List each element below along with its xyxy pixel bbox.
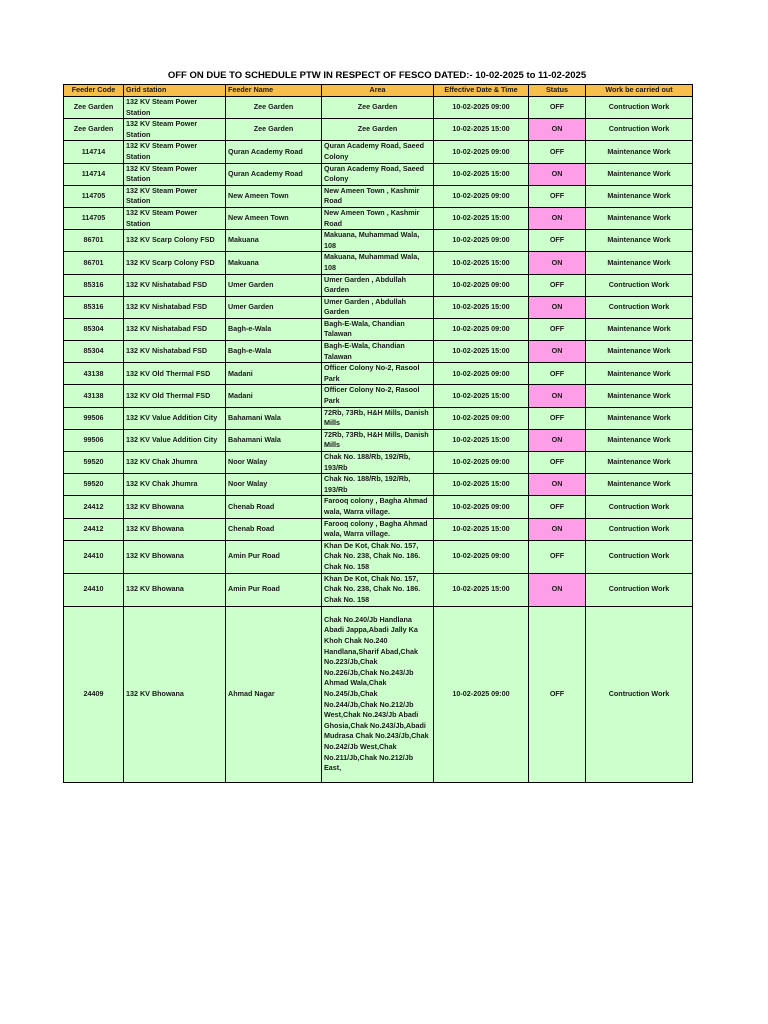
cell-feeder-name: Zee Garden — [226, 119, 322, 141]
cell-grid-station: 132 KV Bhowana — [124, 540, 226, 573]
cell-feeder-name: Amin Pur Road — [226, 540, 322, 573]
cell-status: OFF — [529, 496, 586, 518]
cell-grid-station: 132 KV Old Thermal FSD — [124, 385, 226, 407]
cell-status: ON — [529, 573, 586, 606]
cell-feeder-name: Amin Pur Road — [226, 573, 322, 606]
cell-area: 72Rb, 73Rb, H&H Mills, Danish Mills — [322, 407, 434, 429]
cell-status: OFF — [529, 141, 586, 163]
cell-feeder-name: Ahmad Nagar — [226, 606, 322, 782]
table-row — [64, 474, 693, 496]
cell-status: ON — [529, 385, 586, 407]
cell-grid-station: 132 KV Bhowana — [124, 496, 226, 518]
cell-grid-station: 132 KV Chak Jhumra — [124, 474, 226, 496]
cell-feeder-code: 114714 — [64, 163, 124, 185]
cell-effective-date-time: 10-02-2025 09:00 — [434, 230, 529, 252]
col-header-feeder-code: Feeder Code — [64, 85, 124, 97]
cell-area: Makuana, Muhammad Wala, 108 — [322, 230, 434, 252]
cell-work: Contruction Work — [586, 97, 693, 119]
cell-area: Khan De Kot, Chak No. 157, Chak No. 238, Chak No. 186. Chak No. 158 — [322, 573, 434, 606]
cell-status: OFF — [529, 318, 586, 340]
header-row — [64, 85, 693, 97]
cell-feeder-name: Madani — [226, 363, 322, 385]
cell-effective-date-time: 10-02-2025 15:00 — [434, 296, 529, 318]
cell-work: Maintenance Work — [586, 141, 693, 163]
cell-effective-date-time: 10-02-2025 15:00 — [434, 207, 529, 229]
cell-grid-station: 132 KV Nishatabad FSD — [124, 318, 226, 340]
table-row — [64, 318, 693, 340]
cell-feeder-name: New Ameen Town — [226, 207, 322, 229]
cell-status: ON — [529, 119, 586, 141]
cell-grid-station: 132 KV Nishatabad FSD — [124, 274, 226, 296]
cell-work: Maintenance Work — [586, 252, 693, 274]
cell-feeder-name: Noor Walay — [226, 474, 322, 496]
table-row — [64, 119, 693, 141]
cell-feeder-name: Bagh-e-Wala — [226, 318, 322, 340]
cell-status: OFF — [529, 185, 586, 207]
table-row — [64, 252, 693, 274]
cell-area: Chak No. 188/Rb, 192/Rb, 193/Rb — [322, 474, 434, 496]
cell-status: ON — [529, 341, 586, 363]
cell-grid-station: 132 KV Old Thermal FSD — [124, 363, 226, 385]
cell-grid-station: 132 KV Nishatabad FSD — [124, 341, 226, 363]
cell-work: Maintenance Work — [586, 363, 693, 385]
table-row — [64, 540, 693, 573]
cell-area: Chak No.240/Jb Handlana Abadi Jappa,Abadi Jally Ka Khoh Chak No.240 Handlana,Sharif Abad,Chak No.223/Jb,Chak No.226/Jb,Chak No.243/Jb Ahmad Wala,Chak No.245/Jb,Chak No.244/Jb,Chak No.212/Jb West,Chak No.243/Jb Abadi Ghosia,Chak No.243/Jb,Abadi Mudrasa Chak No.243/Jb,Chak No.242/Jb West,Chak No.211/Jb,Chak No.212/Jb East, — [322, 606, 434, 782]
cell-work: Maintenance Work — [586, 385, 693, 407]
table-row — [64, 573, 693, 606]
cell-feeder-code: 24412 — [64, 496, 124, 518]
cell-status: ON — [529, 252, 586, 274]
cell-work: Maintenance Work — [586, 163, 693, 185]
table-row — [64, 385, 693, 407]
cell-feeder-name: Quran Academy Road — [226, 141, 322, 163]
cell-work: Contruction Work — [586, 606, 693, 782]
cell-effective-date-time: 10-02-2025 15:00 — [434, 163, 529, 185]
cell-status: OFF — [529, 274, 586, 296]
cell-work: Maintenance Work — [586, 230, 693, 252]
cell-area: Chak No. 188/Rb, 192/Rb, 193/Rb — [322, 452, 434, 474]
cell-effective-date-time: 10-02-2025 09:00 — [434, 540, 529, 573]
cell-grid-station: 132 KV Chak Jhumra — [124, 452, 226, 474]
cell-status: ON — [529, 429, 586, 451]
cell-feeder-code: 24410 — [64, 573, 124, 606]
table-row — [64, 341, 693, 363]
cell-grid-station: 132 KV Bhowana — [124, 573, 226, 606]
cell-grid-station: 132 KV Steam Power Station — [124, 119, 226, 141]
cell-grid-station: 132 KV Steam Power Station — [124, 207, 226, 229]
cell-feeder-code: Zee Garden — [64, 97, 124, 119]
table-row — [64, 407, 693, 429]
col-header-feeder-name: Feeder Name — [226, 85, 322, 97]
cell-area: Umer Garden , Abdullah Garden — [322, 274, 434, 296]
cell-feeder-code: 43138 — [64, 385, 124, 407]
table-row — [64, 496, 693, 518]
cell-feeder-code: 24410 — [64, 540, 124, 573]
table-row — [64, 296, 693, 318]
cell-feeder-code: 99506 — [64, 429, 124, 451]
cell-work: Maintenance Work — [586, 407, 693, 429]
cell-effective-date-time: 10-02-2025 09:00 — [434, 318, 529, 340]
table-row — [64, 97, 693, 119]
cell-area: Quran Academy Road, Saeed Colony — [322, 163, 434, 185]
cell-area: Officer Colony No-2, Rasool Park — [322, 363, 434, 385]
cell-feeder-name: New Ameen Town — [226, 185, 322, 207]
cell-grid-station: 132 KV Value Addition City — [124, 429, 226, 451]
cell-feeder-code: 114705 — [64, 207, 124, 229]
cell-work: Contruction Work — [586, 573, 693, 606]
cell-status: OFF — [529, 606, 586, 782]
cell-grid-station: 132 KV Nishatabad FSD — [124, 296, 226, 318]
col-header-area: Area — [322, 85, 434, 97]
cell-feeder-name: Madani — [226, 385, 322, 407]
cell-area: Khan De Kot, Chak No. 157, Chak No. 238, Chak No. 186. Chak No. 158 — [322, 540, 434, 573]
cell-work: Contruction Work — [586, 496, 693, 518]
col-header-effective-date-time: Effective Date & Time — [434, 85, 529, 97]
cell-feeder-name: Bahamani Wala — [226, 429, 322, 451]
cell-grid-station: 132 KV Steam Power Station — [124, 97, 226, 119]
table-row — [64, 518, 693, 540]
cell-effective-date-time: 10-02-2025 09:00 — [434, 496, 529, 518]
cell-work: Maintenance Work — [586, 474, 693, 496]
cell-work: Contruction Work — [586, 296, 693, 318]
cell-area: New Ameen Town , Kashmir Road — [322, 207, 434, 229]
table-row — [64, 429, 693, 451]
cell-feeder-code: 85316 — [64, 274, 124, 296]
table-row — [64, 163, 693, 185]
cell-work: Contruction Work — [586, 274, 693, 296]
cell-effective-date-time: 10-02-2025 09:00 — [434, 363, 529, 385]
cell-effective-date-time: 10-02-2025 09:00 — [434, 274, 529, 296]
col-header-status: Status — [529, 85, 586, 97]
cell-grid-station: 132 KV Bhowana — [124, 606, 226, 782]
col-header-work: Work be carried out — [586, 85, 693, 97]
cell-status: OFF — [529, 363, 586, 385]
cell-feeder-code: 59520 — [64, 452, 124, 474]
cell-feeder-name: Umer Garden — [226, 274, 322, 296]
cell-grid-station: 132 KV Steam Power Station — [124, 163, 226, 185]
cell-status: ON — [529, 296, 586, 318]
cell-effective-date-time: 10-02-2025 15:00 — [434, 573, 529, 606]
cell-work: Maintenance Work — [586, 185, 693, 207]
cell-grid-station: 132 KV Scarp Colony FSD — [124, 230, 226, 252]
cell-status: OFF — [529, 407, 586, 429]
table-row — [64, 452, 693, 474]
schedule-table — [63, 84, 693, 783]
cell-status: OFF — [529, 452, 586, 474]
cell-effective-date-time: 10-02-2025 09:00 — [434, 97, 529, 119]
cell-area: Quran Academy Road, Saeed Colony — [322, 141, 434, 163]
cell-grid-station: 132 KV Steam Power Station — [124, 185, 226, 207]
cell-work: Maintenance Work — [586, 207, 693, 229]
cell-status: ON — [529, 518, 586, 540]
cell-feeder-code: 24409 — [64, 606, 124, 782]
cell-feeder-name: Chenab Road — [226, 496, 322, 518]
cell-area: Umer Garden , Abdullah Garden — [322, 296, 434, 318]
cell-area: Farooq colony , Bagha Ahmad wala, Warra village. — [322, 496, 434, 518]
cell-feeder-name: Bagh-e-Wala — [226, 341, 322, 363]
cell-status: ON — [529, 474, 586, 496]
cell-effective-date-time: 10-02-2025 09:00 — [434, 141, 529, 163]
cell-feeder-code: 85304 — [64, 341, 124, 363]
cell-effective-date-time: 10-02-2025 15:00 — [434, 385, 529, 407]
cell-feeder-code: 24412 — [64, 518, 124, 540]
cell-grid-station: 132 KV Bhowana — [124, 518, 226, 540]
cell-feeder-name: Umer Garden — [226, 296, 322, 318]
cell-status: OFF — [529, 230, 586, 252]
cell-area: Farooq colony , Bagha Ahmad wala, Warra village. — [322, 518, 434, 540]
cell-feeder-name: Chenab Road — [226, 518, 322, 540]
cell-feeder-code: 99506 — [64, 407, 124, 429]
cell-grid-station: 132 KV Value Addition City — [124, 407, 226, 429]
cell-feeder-code: 85316 — [64, 296, 124, 318]
cell-feeder-name: Noor Walay — [226, 452, 322, 474]
cell-feeder-code: Zee Garden — [64, 119, 124, 141]
cell-area: Bagh-E-Wala, Chandian Talawan — [322, 318, 434, 340]
cell-work: Contruction Work — [586, 540, 693, 573]
cell-effective-date-time: 10-02-2025 15:00 — [434, 119, 529, 141]
document-title: OFF ON DUE TO SCHEDULE PTW IN RESPECT OF FESCO DATED:- 10-02-2025 to 11-02-2025 — [167, 70, 587, 81]
cell-feeder-name: Bahamani Wala — [226, 407, 322, 429]
cell-work: Maintenance Work — [586, 341, 693, 363]
cell-effective-date-time: 10-02-2025 15:00 — [434, 518, 529, 540]
cell-feeder-code: 86701 — [64, 230, 124, 252]
cell-effective-date-time: 10-02-2025 15:00 — [434, 341, 529, 363]
cell-work: Maintenance Work — [586, 452, 693, 474]
cell-feeder-name: Makuana — [226, 230, 322, 252]
cell-area: Zee Garden — [322, 97, 434, 119]
cell-area: New Ameen Town , Kashmir Road — [322, 185, 434, 207]
cell-area: Bagh-E-Wala, Chandian Talawan — [322, 341, 434, 363]
cell-effective-date-time: 10-02-2025 09:00 — [434, 407, 529, 429]
table-row — [64, 185, 693, 207]
cell-status: ON — [529, 207, 586, 229]
cell-status: ON — [529, 163, 586, 185]
cell-feeder-code: 114714 — [64, 141, 124, 163]
cell-area: 72Rb, 73Rb, H&H Mills, Danish Mills — [322, 429, 434, 451]
cell-work: Contruction Work — [586, 518, 693, 540]
table-row — [64, 274, 693, 296]
cell-feeder-code: 43138 — [64, 363, 124, 385]
col-header-grid-station: Grid station — [124, 85, 226, 97]
cell-feeder-name: Makuana — [226, 252, 322, 274]
cell-effective-date-time: 10-02-2025 09:00 — [434, 452, 529, 474]
cell-area: Makuana, Muhammad Wala, 108 — [322, 252, 434, 274]
cell-effective-date-time: 10-02-2025 09:00 — [434, 185, 529, 207]
cell-work: Maintenance Work — [586, 429, 693, 451]
cell-feeder-code: 85304 — [64, 318, 124, 340]
table-row — [64, 207, 693, 229]
cell-feeder-code: 114705 — [64, 185, 124, 207]
cell-effective-date-time: 10-02-2025 09:00 — [434, 606, 529, 782]
cell-work: Contruction Work — [586, 119, 693, 141]
cell-feeder-name: Quran Academy Road — [226, 163, 322, 185]
cell-effective-date-time: 10-02-2025 15:00 — [434, 429, 529, 451]
cell-effective-date-time: 10-02-2025 15:00 — [434, 252, 529, 274]
cell-grid-station: 132 KV Scarp Colony FSD — [124, 252, 226, 274]
cell-feeder-name: Zee Garden — [226, 97, 322, 119]
cell-area: Officer Colony No-2, Rasool Park — [322, 385, 434, 407]
table-row — [64, 606, 693, 782]
table-row — [64, 363, 693, 385]
cell-effective-date-time: 10-02-2025 15:00 — [434, 474, 529, 496]
table-row — [64, 230, 693, 252]
cell-work: Maintenance Work — [586, 318, 693, 340]
cell-area: Zee Garden — [322, 119, 434, 141]
cell-feeder-code: 86701 — [64, 252, 124, 274]
table-body — [64, 97, 693, 783]
cell-grid-station: 132 KV Steam Power Station — [124, 141, 226, 163]
cell-feeder-code: 59520 — [64, 474, 124, 496]
cell-status: OFF — [529, 540, 586, 573]
cell-status: OFF — [529, 97, 586, 119]
table-row — [64, 141, 693, 163]
